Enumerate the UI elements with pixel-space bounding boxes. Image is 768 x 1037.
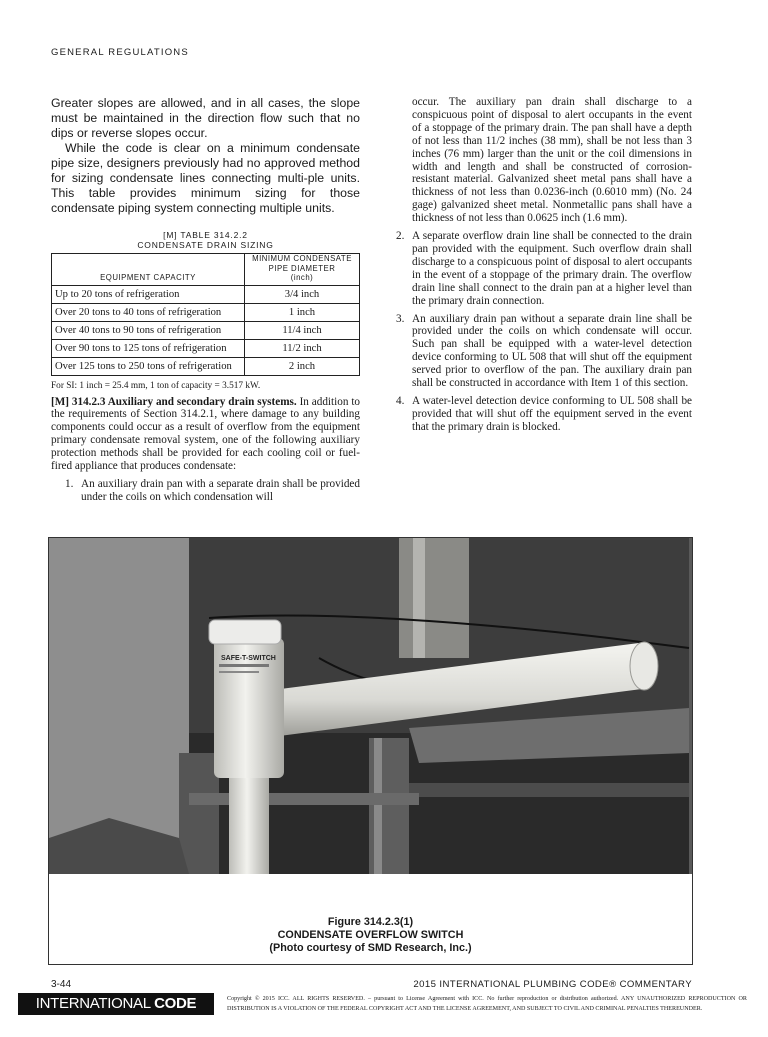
table-row	[52, 285, 360, 303]
pipe-end-cap	[630, 642, 658, 690]
left-column	[51, 96, 360, 504]
col-header-capacity: EQUIPMENT CAPACITY	[52, 254, 245, 286]
page-number: 3-44	[51, 979, 72, 990]
icc-logo: INTERNATIONAL CODE COUNCIL®	[18, 993, 214, 1015]
condensate-overflow-switch-photo	[49, 538, 692, 874]
list-item: 4. A water-level detection device conforming to UL 508 shall be provided that will shut off the equipment served in the event that the primary drain is blocked.	[396, 394, 692, 433]
running-head: GENERAL REGULATIONS	[51, 47, 189, 58]
figure-314-2-3-1	[48, 537, 693, 965]
list-item: 3. An auxiliary drain pan without a separate drain line shall be provided under the coils on which condensate will occur. Such pan shall be equipped with a water-level detection device conforming to UL 508 that will shut off the equipment served prior to overflow of the pan. The auxiliary drain pan shall be constructed in accordance with Item 1 of this section.	[396, 312, 692, 390]
intro-paragraph-1: Greater slopes are allowed, and in all cases, the slope must be maintained in the direction flow such that no dips or reverse slopes occur.	[51, 96, 360, 140]
cell-capacity: Up to 20 tons of refrigeration	[52, 285, 245, 303]
label-line-2	[219, 671, 259, 673]
photo-credit: (Photo courtesy of SMD Research, Inc.)	[269, 942, 472, 954]
rack-rail	[409, 783, 689, 797]
cell-diameter: 1 inch	[245, 303, 360, 321]
table-row	[52, 303, 360, 321]
switch-label: SAFE-T-SWITCH	[221, 655, 276, 662]
table-row	[52, 357, 360, 375]
cell-capacity: Over 40 tons to 90 tons of refrigeration	[52, 321, 245, 339]
table-row	[52, 321, 360, 339]
vertical-duct	[399, 538, 469, 658]
condensate-drain-sizing-table	[51, 253, 360, 376]
left-bracket	[179, 753, 219, 874]
label-line	[219, 664, 269, 667]
table-row	[52, 339, 360, 357]
book-title: 2015 INTERNATIONAL PLUMBING CODE® COMMENTARY	[413, 979, 692, 990]
table-number: [M] TABLE 314.2.2	[163, 230, 248, 240]
col-header-diameter: MINIMUM CONDENSATE PIPE DIAMETER (inch)	[245, 254, 360, 286]
section-body: In addition to the requirements of Section 314.2.1, where damage to any building components could occur as a result of overflow from the equipment primary condensate removal system, one of the following auxiliary protection methods shall be provided for each cooling coil or fuel-fired appliance that produces condensate:	[51, 395, 361, 473]
intro-paragraph-2: While the code is clear on a minimum condensate pipe size, designers previously had no approved method for sizing condensate lines connecting multi-ple units. This table provides minimum sizing for those condensate piping system connecting multiple units.	[51, 141, 360, 215]
table-header-row	[52, 254, 360, 286]
item-1-continued: occur. The auxiliary pan drain shall discharge to a conspicuous point of disposal to alert occupants in the event of a stoppage of the primary drain. The pan shall have a depth of not less than 11/2 inches (38 mm), shall be not less than 3 inches (76 mm) larger than the unit or the coil dimensions in width and length and shall be constructed of corrosion-resistant material. Galvanized sheet metal pans shall have a thickness of not less than 0.0236-inch (0.6010 mm) (No. 24 gage) galvanized sheet metal. Nonmetallic pans shall have a thickness of not less than 0.0625 inch (1.6 mm).	[412, 96, 692, 225]
post-highlight	[374, 738, 382, 874]
crossbar	[189, 793, 419, 805]
cell-diameter: 3/4 inch	[245, 285, 360, 303]
list-item: 1. An auxiliary drain pan with a separate drain shall be provided under the coils on which condensation will	[65, 477, 360, 503]
copyright-notice: Copyright © 2015 ICC. ALL RIGHTS RESERVED. – pursuant to License Agreement with ICC. No further reproduction or distribution authorized. ANY UNAUTHORIZED REPRODUCTION OR DISTRIBUTION IS A VIOLATION OF THE FEDERAL COPYRIGHT ACT AND THE LICENSE AGREEMENT, AND SUBJECT TO CIVIL AND CRIMINAL PENALTIES THEREUNDER.	[227, 996, 747, 1012]
switch-cap	[209, 620, 281, 644]
cell-capacity: Over 20 tons to 40 tons of refrigeration	[52, 303, 245, 321]
section-heading: [M] 314.2.3 Auxiliary and secondary drain systems.	[51, 395, 297, 408]
cell-diameter: 11/4 inch	[245, 321, 360, 339]
cell-capacity: Over 90 tons to 125 tons of refrigeration	[52, 339, 245, 357]
table-footnote: For SI: 1 inch = 25.4 mm, 1 ton of capacity = 3.517 kW.	[51, 380, 261, 391]
section-314-2-3	[51, 396, 360, 473]
list-item: 2. A separate overflow drain line shall be connected to the drain pan provided with the equipment. Such overflow drain shall discharge to a conspicuous point of disposal to alert occupants in the event of a stoppage of the primary drain. The overflow drain line shall connect to the drain pan at a higher level than the primary drain connection.	[396, 230, 692, 307]
item-list-right	[396, 230, 692, 434]
table-title	[51, 230, 360, 250]
figure-number: Figure 314.2.3(1)	[327, 916, 414, 928]
right-column	[396, 96, 692, 434]
item-list-left	[51, 478, 360, 504]
figure-caption	[49, 916, 692, 955]
cell-capacity: Over 125 tons to 250 tons of refrigeration	[52, 357, 245, 375]
cell-diameter: 11/2 inch	[245, 339, 360, 357]
cell-diameter: 2 inch	[245, 357, 360, 375]
table-caption: CONDENSATE DRAIN SIZING	[137, 240, 274, 250]
duct-highlight	[413, 538, 425, 658]
photo-illustration	[49, 538, 692, 874]
figure-title: CONDENSATE OVERFLOW SWITCH	[277, 929, 464, 941]
